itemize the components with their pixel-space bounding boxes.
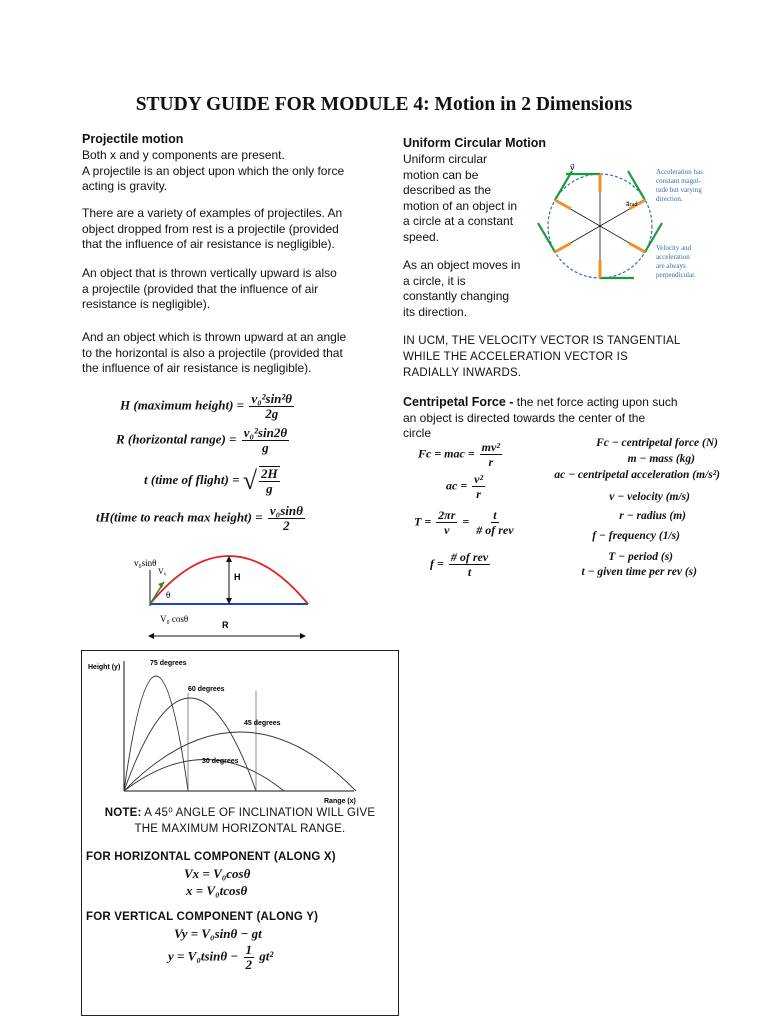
projectile-paragraph-4 <box>82 330 382 377</box>
text-line: the influence of air resistance is negligible). <box>82 361 312 375</box>
formula-lhs: t (time of flight) = <box>144 471 240 487</box>
legend-period: T − period (s) <box>608 551 673 563</box>
formula-lhs: H (maximum height) = <box>120 397 245 413</box>
curve-45-degrees <box>124 732 356 791</box>
denominator: r <box>488 455 494 469</box>
velocity-label: v⃗ <box>570 163 575 172</box>
curve-75-degrees <box>124 676 188 791</box>
denominator: # of rev <box>476 523 514 537</box>
numerator: v² <box>474 472 484 486</box>
text-line: its direction. <box>403 304 468 319</box>
equals-sign: = <box>462 514 470 529</box>
ucm-note-2: Velocity and acceleration are always perpendicular. <box>656 244 696 279</box>
formula-vx: Vx = V₀cosθ <box>184 866 251 881</box>
label-v0: V₀ <box>158 567 167 576</box>
text-line: to the horizontal is also a projectile (provided that <box>82 345 343 360</box>
text-line: circle <box>403 426 432 440</box>
denominator: 2g <box>265 406 279 421</box>
ucm-caps-statement <box>403 333 733 381</box>
arrowhead-icon <box>148 633 154 639</box>
page-title: STUDY GUIDE FOR MODULE 4: Motion in 2 Dimensions <box>135 94 633 115</box>
horizontal-component-heading: FOR HORIZONTAL COMPONENT (ALONG X) <box>86 851 336 863</box>
formula-max-height <box>120 392 296 421</box>
formula-lhs: Fc = mac = <box>418 446 475 461</box>
denominator: t <box>467 565 472 579</box>
text-line: described as the <box>403 183 492 197</box>
velocity-arrow <box>555 171 572 200</box>
ucm-note-1: Acceleration has constant magni- tude but varying direction. <box>656 168 703 203</box>
note-line-1: A 45⁰ ANGLE OF INCLINATION WILL GIVE <box>141 807 376 819</box>
note-label: NOTE: <box>104 807 142 819</box>
denominator: 2 <box>283 518 290 533</box>
label-r: R <box>222 620 229 630</box>
formula-lhs: tH(time to reach max height) = <box>96 509 263 525</box>
projectile-paragraph-1 <box>82 148 382 195</box>
text-line: object dropped from rest is a projectile (provided <box>82 221 339 236</box>
formula-centripetal-acceleration <box>446 472 487 501</box>
text-line: WHILE THE ACCELERATION VECTOR IS <box>403 351 628 363</box>
velocity-arrow <box>538 223 555 252</box>
numerator: v₀²sin2θ <box>243 425 288 440</box>
label-vcos: V₀ cosθ <box>160 614 189 624</box>
numerator: # of rev <box>450 550 489 564</box>
ucm-paragraph-1 <box>403 152 533 245</box>
formula-period <box>414 508 518 537</box>
formula-lhs: ac = <box>446 478 468 493</box>
label-theta: θ <box>166 590 171 600</box>
arrowhead-icon <box>300 633 306 639</box>
formula-lhs: R (horizontal range) = <box>116 431 237 447</box>
launch-angle-chart <box>84 653 394 821</box>
label-60-degrees: 60 degrees <box>188 686 225 693</box>
text-line: Both x and y components are present. <box>82 148 285 162</box>
numerator: 1 <box>245 942 253 957</box>
vertical-component-heading: FOR VERTICAL COMPONENT (ALONG Y) <box>86 911 319 923</box>
numerator: 2πr <box>438 508 456 522</box>
x-axis-label: Range (x) <box>324 798 356 805</box>
formula-lhs: f = <box>430 556 444 571</box>
text-line: motion of an object in <box>403 198 518 213</box>
centripetal-force-heading: Centripetal Force - <box>403 395 514 409</box>
legend-time-per-rev: t − given time per rev (s) <box>581 566 697 578</box>
numerator: mv² <box>481 440 500 454</box>
text-line: a circle at a constant <box>403 214 514 228</box>
projectile-heading: Projectile motion <box>82 132 184 146</box>
numerator: v₀²sin²θ <box>251 391 293 406</box>
text-line: the net force acting upon such <box>513 395 678 409</box>
sqrt-icon: √ <box>242 466 258 495</box>
projectile-paragraph-2 <box>82 206 382 253</box>
acceleration-arrow <box>555 243 571 252</box>
projectile-paragraph-3 <box>82 266 382 313</box>
text-line: a projectile (provided that the influence of air <box>82 281 319 296</box>
formula-lhs: T = <box>414 514 432 529</box>
launch-angle-box <box>81 650 399 1016</box>
ucm-diagram <box>536 162 716 292</box>
text-line: And an object which is thrown upward at an angle <box>82 330 347 344</box>
denominator: v <box>444 523 450 537</box>
text-line: Uniform circular <box>403 152 488 166</box>
legend-frequency: f − frequency (1/s) <box>592 530 680 542</box>
formula-rhs: gt² <box>259 948 274 964</box>
legend-radius: r − radius (m) <box>619 510 686 522</box>
formula-x: x = V₀tcosθ <box>186 883 248 898</box>
centripetal-force-paragraph <box>403 395 703 442</box>
numerator: v₀sinθ <box>269 503 303 518</box>
velocity-arrow <box>628 171 645 200</box>
curve-60-degrees <box>124 698 256 791</box>
denominator: g <box>262 440 269 455</box>
ucm-paragraph-2 <box>403 258 533 320</box>
denominator: 2 <box>245 957 253 972</box>
text-line: that the influence of air resistance is negligible). <box>82 237 335 251</box>
denominator: r <box>476 487 481 501</box>
numerator: t <box>493 508 497 522</box>
text-line: acting is gravity. <box>82 179 168 193</box>
label-75-degrees: 75 degrees <box>150 660 187 667</box>
ucm-heading: Uniform Circular Motion <box>403 136 547 150</box>
text-line: motion can be <box>403 167 479 182</box>
text-line: There are a variety of examples of projectiles. An <box>82 206 343 220</box>
formula-lhs: y = V₀tsinθ − <box>168 948 239 964</box>
text-line: a circle, it is <box>403 273 466 288</box>
trajectory-diagram <box>128 540 318 640</box>
denominator: g <box>266 481 273 496</box>
text-line: An object that is thrown vertically upward is also <box>82 266 337 280</box>
text-line: speed. <box>403 229 440 244</box>
note-text <box>82 805 398 837</box>
acceleration-arrow <box>555 200 571 209</box>
legend-velocity: v − velocity (m/s) <box>609 491 690 503</box>
formula-range <box>116 426 291 455</box>
legend-centripetal-force: Fc − centripetal force (N) <box>596 437 718 449</box>
y-axis-label: Height (y) <box>88 664 121 671</box>
formula-time-max-height <box>96 504 307 533</box>
text-line: resistance is negligible). <box>82 297 211 311</box>
text-line: constantly changing <box>403 289 510 303</box>
label-h: H <box>234 572 241 582</box>
text-line: IN UCM, THE VELOCITY VECTOR IS TANGENTIAL <box>403 335 681 347</box>
formula-vy: Vy = V₀sinθ − gt <box>174 926 262 941</box>
note-line-2: THE MAXIMUM HORIZONTAL RANGE. <box>134 823 346 835</box>
formula-y <box>168 943 273 972</box>
text-line: an object is directed towards the center of the <box>403 410 646 425</box>
label-30-degrees: 30 degrees <box>202 758 239 765</box>
acceleration-arrow <box>629 243 645 252</box>
text-line: As an object moves in <box>403 258 521 272</box>
label-vsin: v₀sinθ <box>134 558 157 568</box>
label-45-degrees: 45 degrees <box>244 720 281 727</box>
formula-frequency <box>430 550 492 579</box>
legend-mass: m − mass (kg) <box>627 453 695 465</box>
acceleration-label: a⃗rad <box>626 202 638 208</box>
text-line: A projectile is an object upon which the only force <box>82 163 345 178</box>
numerator: 2H <box>261 466 278 481</box>
text-line: RADIALLY INWARDS. <box>403 367 522 379</box>
formula-centripetal-force <box>418 440 504 469</box>
legend-centripetal-acceleration: ac − centripetal acceleration (m/s²) <box>554 469 720 481</box>
formula-time-of-flight <box>144 466 282 496</box>
